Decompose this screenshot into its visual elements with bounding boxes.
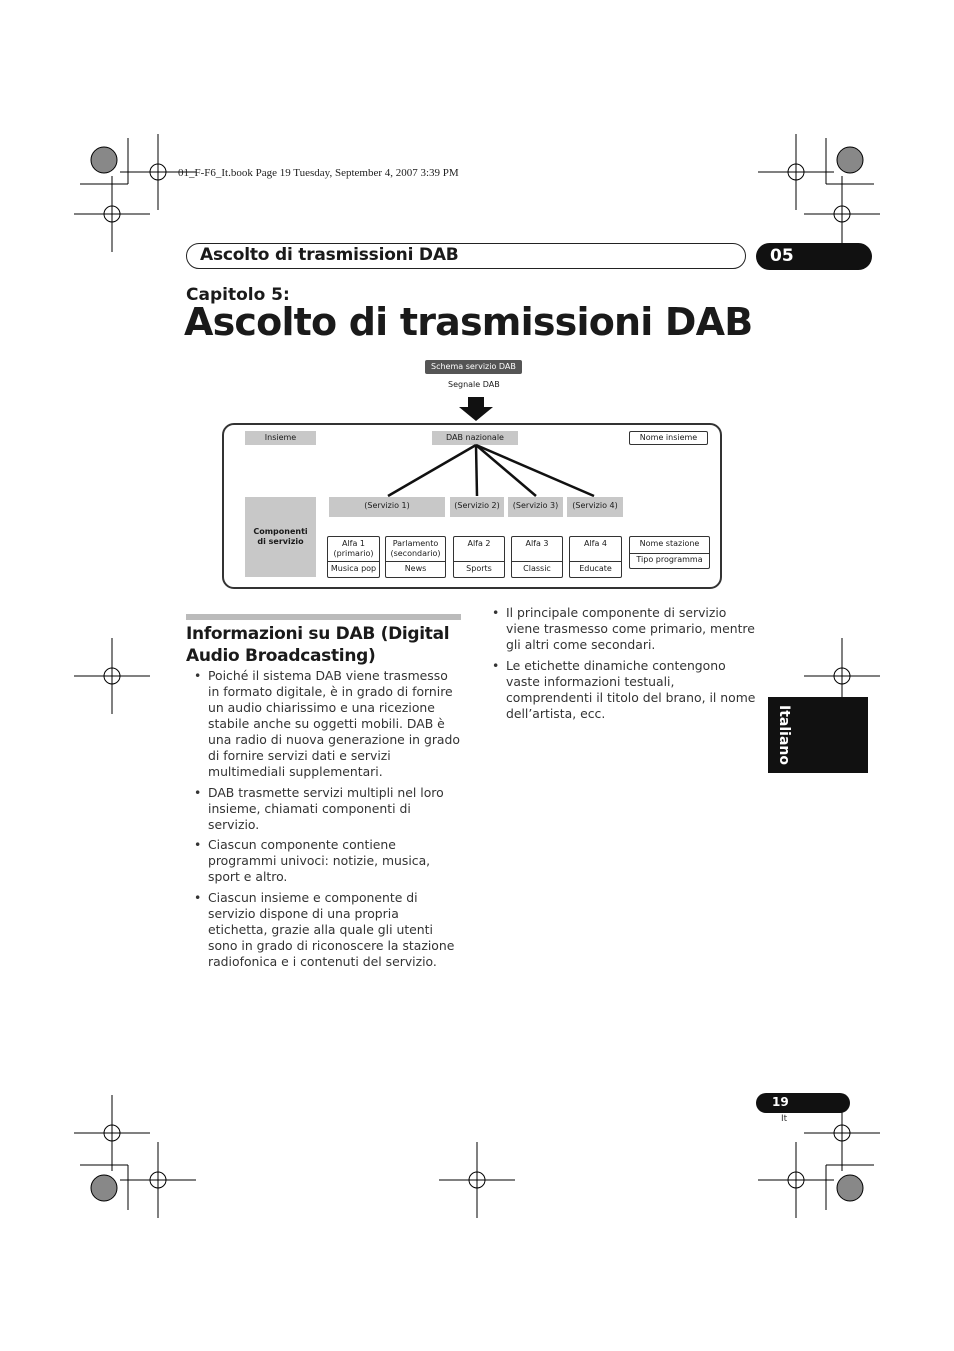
page-language-code: It [781,1114,788,1124]
list-item: • DAB trasmette servizi multipli nel loro insieme, chiamati componenti di servizio. [186,785,462,833]
language-tab [768,697,868,773]
national-label: DAB nazionale [432,431,518,445]
ensemble-name-label: Nome insieme [629,431,708,445]
components-label: Componenti di servizio [245,497,316,577]
list-item: • Poiché il sistema DAB viene trasmesso in formato digitale, è in grado di fornire un audio chiarissimo e una ricezione stabile anche su oggetti mobili. DAB è una radio di nuova generazione in grado di fornire servizi dati e servizi multimediali supplementari. [186,668,462,780]
bullet-list-right [484,605,760,726]
section-heading: Informazioni su DAB (Digital Audio Broadcasting) [186,624,450,666]
station-name: Parlamento (secondario) [386,537,445,562]
header-title: Ascolto di trasmissioni DAB [200,245,459,265]
legend-box [629,536,710,569]
diagram-tag: Schema servizio DAB [425,360,522,374]
station-name-legend: Nome stazione [630,537,709,554]
list-item: • Le etichette dinamiche contengono vaste informazioni testuali, comprendenti il titolo del brano, il nome dell’artista, ecc. [484,658,760,722]
station-box-4 [511,536,563,578]
station-name: Alfa 1 (primario) [328,537,379,562]
page-title: Ascolto di trasmissioni DAB [184,300,753,344]
ensemble-label: Insieme [245,431,316,445]
station-box-1 [327,536,380,578]
list-item: • Ciascun insieme e componente di servizio dispone di una propria etichetta, grazie alla quale gli utenti sono in grado di riconoscere la stazione radiofonica e i contenuti del servizio. [186,890,462,970]
chapter-label: Capitolo 5: [186,285,290,305]
print-slug: 01_F-F6_It.book Page 19 Tuesday, September 4, 2007 3:39 PM [178,167,459,179]
chapter-number-badge: 05 [756,243,872,270]
language-label: Italiano [776,705,792,765]
program-type-legend: Tipo programma [636,555,703,564]
service-3-label: (Servizio 3) [508,497,563,517]
program-type: News [404,564,427,573]
signal-label: Segnale DAB [448,380,500,389]
service-4-label: (Servizio 4) [567,497,623,517]
service-2-label: (Servizio 2) [450,497,504,517]
page-number: 19 [756,1093,850,1113]
list-item: • Il principale componente di servizio viene trasmesso come primario, mentre gli altri come secondari. [484,605,760,653]
station-box-5 [569,536,622,578]
station-box-3 [453,536,505,578]
station-name: Alfa 3 [512,537,562,562]
program-type: Educate [579,564,612,573]
list-item: • Ciascun componente contiene programmi univoci: notizie, musica, sport e altro. [186,837,462,885]
section-rule [186,614,461,620]
service-1-label: (Servizio 1) [329,497,445,517]
station-box-2 [385,536,446,578]
station-name: Alfa 4 [570,537,621,562]
program-type: Musica pop [330,564,377,573]
program-type: Sports [466,564,492,573]
program-type: Classic [523,564,551,573]
station-name: Alfa 2 [454,537,504,562]
bullet-list-left [186,668,462,974]
